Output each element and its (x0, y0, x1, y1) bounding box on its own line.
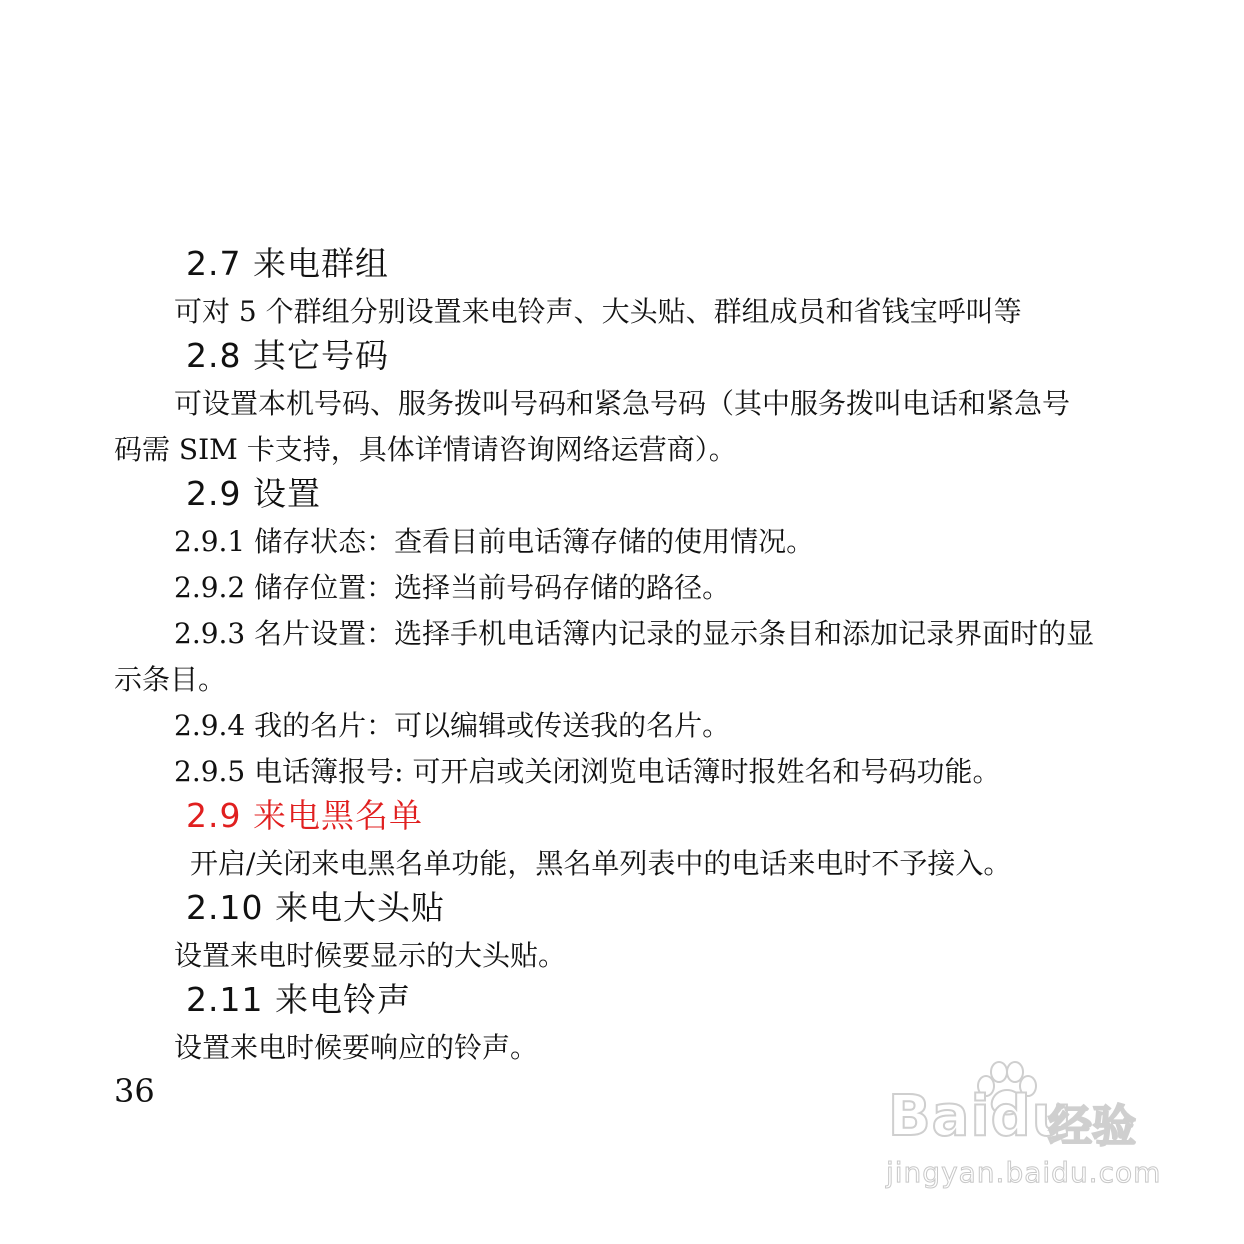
setting-item: 2.9.2 储存位置：选择当前号码存储的路径。 (174, 571, 731, 604)
baidu-watermark (880, 1060, 1180, 1200)
watermark-logo: Baidu (888, 1084, 1073, 1149)
section-heading-2-8: 2.8 其它号码 (186, 336, 389, 375)
section-text: 码需 SIM 卡支持，具体详情请咨询网络运营商）。 (114, 433, 737, 466)
section-text: 开启/关闭来电黑名单功能，黑名单列表中的电话来电时不予接入。 (190, 847, 1012, 880)
section-heading-2-10: 2.10 来电大头贴 (186, 888, 445, 927)
section-heading-2-11: 2.11 来电铃声 (186, 980, 411, 1019)
setting-item-continued: 示条目。 (114, 663, 227, 696)
section-text: 设置来电时候要显示的大头贴。 (174, 939, 567, 972)
setting-item: 2.9.1 储存状态：查看目前电话簿存储的使用情况。 (174, 525, 815, 558)
section-heading-blacklist: 2.9 来电黑名单 (186, 796, 423, 835)
section-heading-2-7: 2.7 来电群组 (186, 244, 389, 283)
watermark-url: jingyan.baidu.com (886, 1156, 1162, 1189)
setting-item: 2.9.4 我的名片：可以编辑或传送我的名片。 (174, 709, 731, 742)
setting-item: 2.9.3 名片设置：选择手机电话簿内记录的显示条目和添加记录界面时的显 (174, 617, 1095, 650)
page-number: 36 (114, 1072, 155, 1110)
watermark-suffix: 经验 (1048, 1101, 1136, 1152)
section-heading-2-9: 2.9 设置 (186, 474, 321, 513)
section-text: 可对 5 个群组分别设置来电铃声、大头贴、群组成员和省钱宝呼叫等 (174, 295, 1022, 328)
section-text: 可设置本机号码、服务拨叫号码和紧急号码（其中服务拨叫电话和紧急号 (174, 387, 1071, 420)
section-text: 设置来电时候要响应的铃声。 (174, 1031, 539, 1064)
setting-item: 2.9.5 电话簿报号: 可开启或关闭浏览电话簿时报姓名和号码功能。 (174, 755, 1001, 788)
